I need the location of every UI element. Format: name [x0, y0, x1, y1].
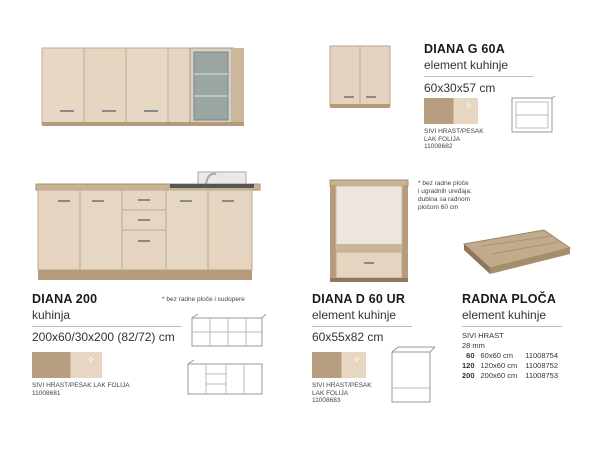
diana-g60a-swatch	[424, 98, 478, 124]
sparkle-icon: ✧	[464, 101, 473, 112]
diana-d60ur-divider	[312, 326, 412, 327]
diana-d60ur-cabinet-image	[326, 178, 412, 284]
radna-ploca-thickness: 28 mm	[462, 341, 485, 350]
diana-200-title: DIANA 200	[32, 292, 98, 306]
sparkle-icon: ✧	[86, 355, 95, 366]
diana-d60ur-subtitle: element kuhinje	[312, 308, 397, 322]
diana-d60ur-swatch-label: SIVI HRAST/PESAK LAK FOLIJA 11008683	[312, 382, 372, 404]
diana-g60a-title: DIANA G 60A	[424, 42, 505, 56]
radna-ploca-divider	[462, 326, 562, 327]
diana-200-note: * bez radne ploče i sudopere	[162, 296, 245, 303]
radna-ploca-worktop-image	[462, 228, 572, 278]
diana-200-swatch-label: SIVI HRAST/PESAK LAK FOLIJA 11008681	[32, 382, 130, 397]
radna-ploca-material: SIVI HRAST	[462, 331, 504, 340]
diana-200-subtitle: kuhinja	[32, 308, 71, 322]
table-row: 60 60x60 cm 11008754	[466, 351, 559, 360]
sparkle-icon: ✧	[352, 355, 361, 366]
diana-200-outline-upper	[190, 314, 266, 348]
radna-ploca-subtitle: element kuhinje	[462, 308, 547, 322]
diana-200-upper-cabinets-image	[38, 46, 248, 128]
diana-d60ur-dims: 60x55x82 cm	[312, 330, 384, 344]
diana-d60ur-outline-drawing	[390, 346, 436, 404]
diana-g60a-divider	[424, 76, 534, 77]
diana-200-divider	[32, 326, 182, 327]
diana-g60a-swatch-label: SIVI HRAST/PESAK LAK FOLIJA 11008682	[424, 128, 484, 150]
diana-g60a-outline-drawing	[510, 96, 556, 136]
diana-d60ur-title: DIANA D 60 UR	[312, 292, 406, 306]
diana-200-outline-lower	[186, 360, 266, 396]
radna-ploca-size-table	[462, 351, 558, 381]
diana-200-base-cabinets-image	[34, 170, 264, 282]
diana-d60ur-note: * bez radne ploče i ugradnih uređaja; dubina sa radnom pločom 60 cm	[418, 180, 472, 211]
table-row: 120 120x60 cm 11008752	[462, 361, 559, 370]
diana-200-swatch	[32, 352, 102, 378]
diana-g60a-cabinet-image	[326, 44, 394, 112]
diana-200-dims: 200x60/30x200 (82/72) cm	[32, 330, 175, 344]
table-row: 200 200x60 cm 11008753	[462, 371, 559, 380]
diana-g60a-subtitle: element kuhinje	[424, 58, 509, 72]
diana-d60ur-swatch	[312, 352, 366, 378]
radna-ploca-title: RADNA PLOČA	[462, 292, 557, 306]
diana-g60a-dims: 60x30x57 cm	[424, 81, 496, 95]
